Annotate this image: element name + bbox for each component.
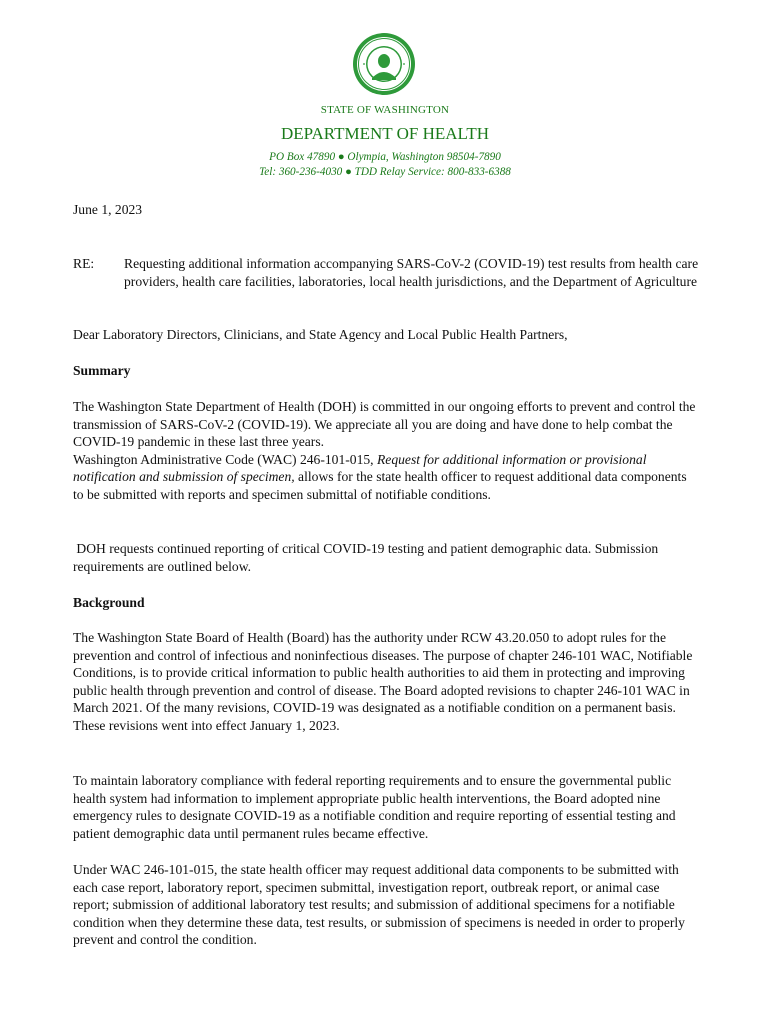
wac-title: Request for additional information or provisional notification and submission of specimen, bbox=[73, 451, 647, 485]
state-name: STATE OF WASHINGTON bbox=[320, 104, 450, 116]
tdd-relay: TDD Relay Service: 800-833-6388 bbox=[354, 166, 511, 178]
re-subject: Requesting additional information accompanying SARS-CoV-2 (COVID-19) test results from health care providers, health care facilities, laboratories, local health jurisdictions, and the Department of Agriculture bbox=[124, 256, 699, 289]
summary-paragraph-1: The Washington State Department of Health (DOH) is committed in our ongoing efforts to prevent and control the transmission of SARS-CoV-2 (COVID-19). We appreciate all you are doing and have done to help combat the COVID-19 pandemic in these last three years. bbox=[73, 399, 696, 450]
doh-request-paragraph bbox=[73, 540, 698, 575]
bullet-separator: ● bbox=[337, 151, 345, 163]
background-paragraph-1: The Washington State Board of Health (Board) has the authority under RCW 43.20.050 to adopt rules for the prevention and control of infectious and noninfectious diseases. The purpose of chapter 246-101 WAC, Notifiable Conditions, is to provide critical information to public health authorities to aid them in protecting and improving public health through prevention and control of disease. The Board adopted revisions to chapter 246-101 WAC in March 2021. Of the many revisions, COVID-19 was designated as a notifiable condition on a permanent basis. These revisions went into effect January 1, 2023. bbox=[73, 630, 693, 733]
po-box: PO Box 47890 bbox=[269, 151, 336, 163]
phone-number: Tel: 360-236-4030 bbox=[259, 166, 343, 178]
department-name: DEPARTMENT OF HEALTH bbox=[280, 124, 490, 143]
phone-line bbox=[0, 165, 770, 180]
background-paragraph-3: Under WAC 246-101-015, the state health officer may request additional data components to be submitted with each case report, laboratory report, specimen submittal, investigation report, outbreak report, or animal case report; submission of additional laboratory test results; and submission of additional specimens for a notifiable condition when they determine these data, test results, or submission of specimens is needed in order to properly prevent and control the condition. bbox=[73, 862, 685, 948]
wac-reference: Washington Administrative Code (WAC) 246-101-015, bbox=[73, 451, 377, 467]
background-paragraph-2: To maintain laboratory compliance with federal reporting requirements and to ensure the governmental public health system had information to implement appropriate public health interventions, the Board adopted nine emergency rules to designate COVID-19 as a notifiable condition and require reporting of essential testing and patient demographic data until permanent rules became effective. bbox=[73, 773, 676, 841]
summary-paragraph-2 bbox=[73, 451, 698, 504]
salutation: Dear Laboratory Directors, Clinicians, and State Agency and Local Public Health Partners, bbox=[73, 327, 568, 342]
summary-heading: Summary bbox=[73, 363, 131, 378]
wac-description: allows for the state health officer to request additional data components to be submitted with reports and specimen submittal of notifiable conditions. bbox=[73, 469, 687, 502]
bullet-separator: ● bbox=[345, 166, 352, 178]
letter-date: June 1, 2023 bbox=[73, 202, 143, 217]
city-state-zip: Olympia, Washington 98504-7890 bbox=[347, 151, 501, 163]
re-label: RE: bbox=[73, 256, 95, 271]
state-seal-icon bbox=[352, 32, 416, 96]
address-line bbox=[0, 150, 770, 165]
letterhead bbox=[0, 104, 770, 180]
summary-section bbox=[73, 398, 698, 504]
background-heading: Background bbox=[73, 595, 145, 610]
doh-request-text: DOH requests continued reporting of critical COVID-19 testing and patient demographic data. Submission requirements are outlined below. bbox=[73, 541, 659, 574]
